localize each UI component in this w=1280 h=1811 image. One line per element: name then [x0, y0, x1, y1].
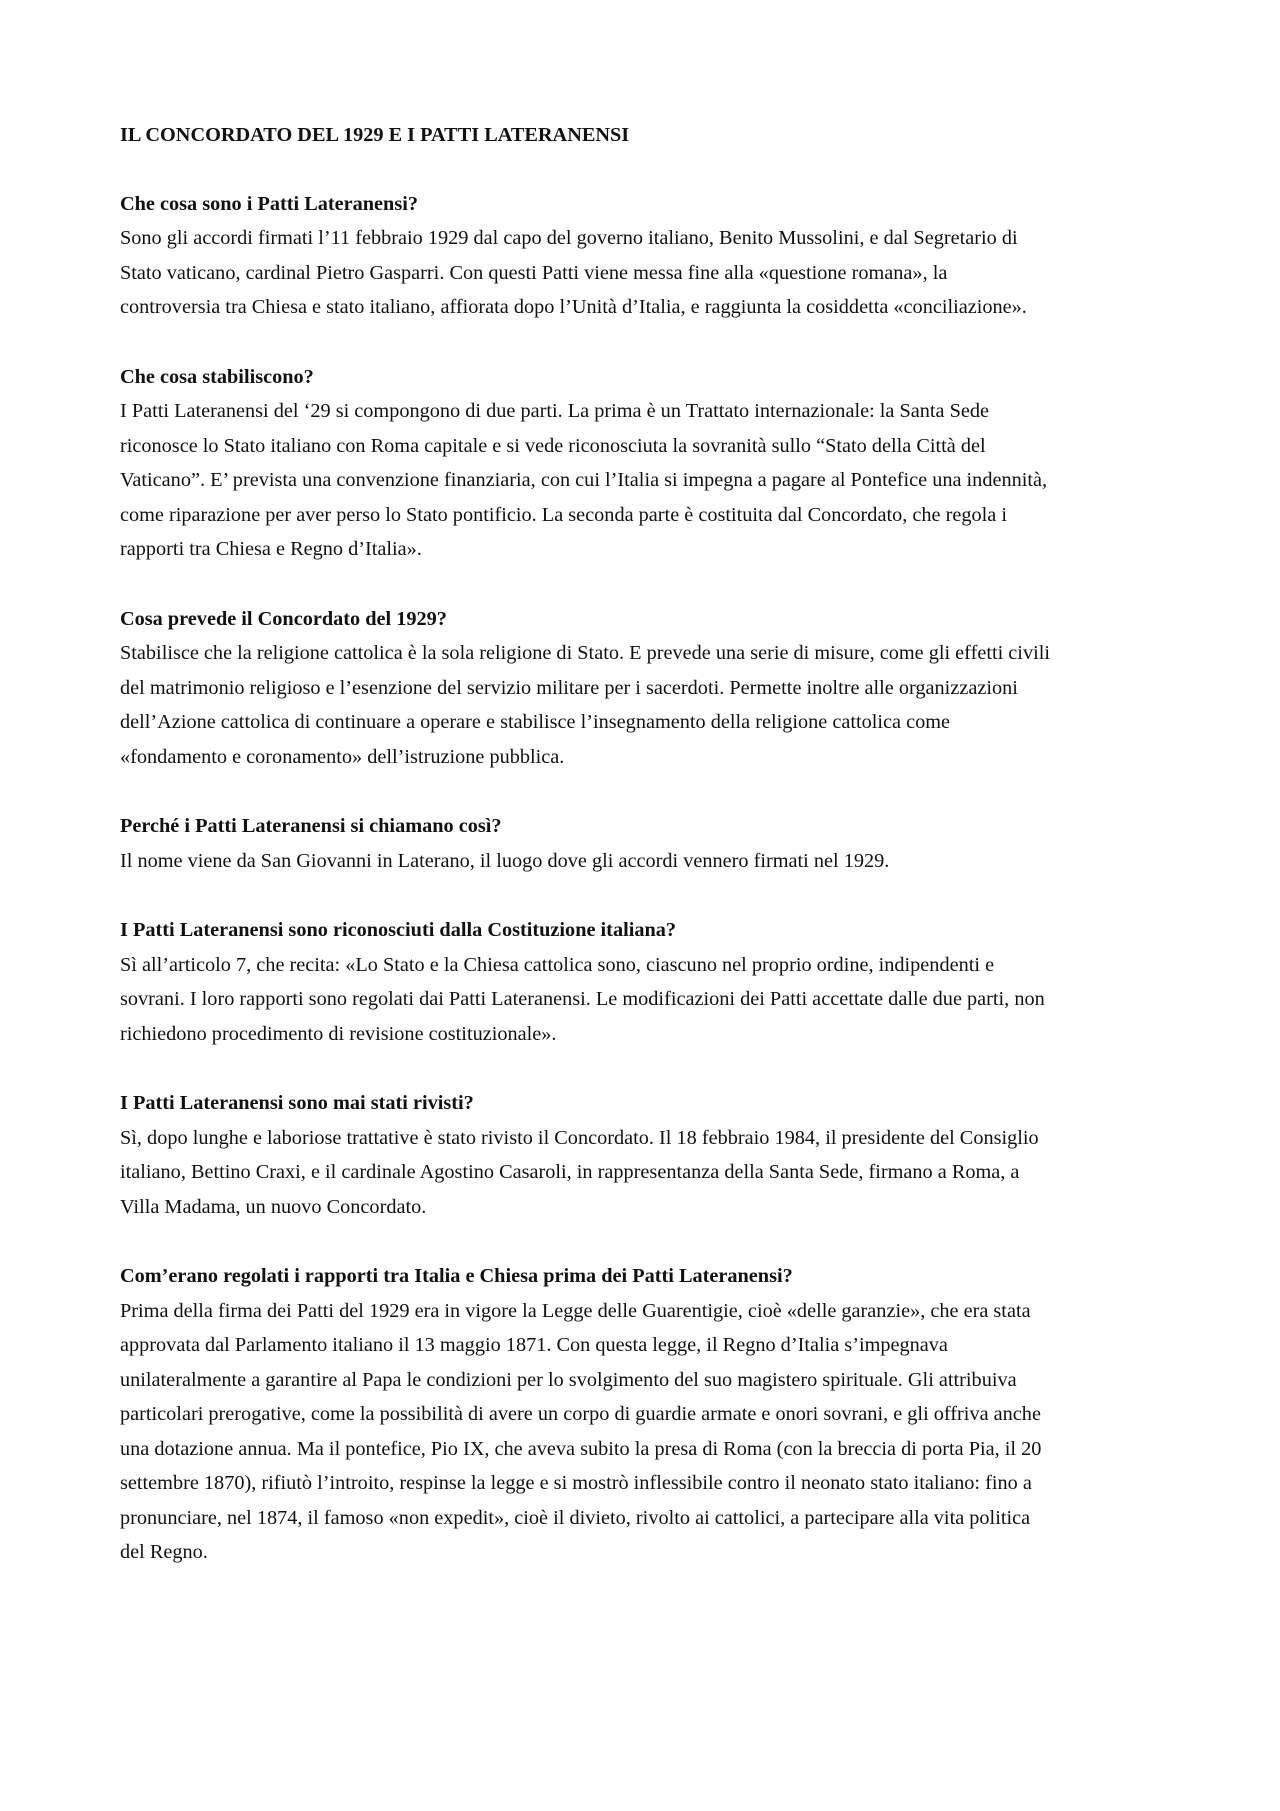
- section-answer: I Patti Lateranensi del ‘29 si compongono di due parti. La prima è un Trattato internazionale: la Santa Sede riconosce lo Stato italiano con Roma capitale e si vede riconosciuta la sovranità sullo “Stato della Città del Vaticano”. E’ prevista una convenzione finanziaria, con cui l’Italia si impegna a pagare al Pontefice una indennità, come riparazione per aver perso lo Stato pontificio. La seconda parte è costituita dal Concordato, che regola i rapporti tra Chiesa e Regno d’Italia».: [120, 400, 1048, 560]
- document-title: IL CONCORDATO DEL 1929 E I PATTI LATERANENSI: [120, 124, 630, 146]
- section-question: Che cosa sono i Patti Lateranensi?: [120, 192, 419, 215]
- section-what-they-establish: [120, 360, 1180, 567]
- section-question: Che cosa stabiliscono?: [120, 365, 314, 388]
- section-revision: [120, 1086, 1180, 1224]
- section-answer: Sì, dopo lunghe e laboriose trattative è stato rivisto il Concordato. Il 18 febbraio 1984, il presidente del Consiglio italiano, Bettino Craxi, e il cardinale Agostino Casaroli, in rappresentanza della Santa Sede, firmano a Roma, a Villa Madama, un nuovo Concordato.: [120, 1126, 1039, 1218]
- section-question: Perché i Patti Lateranensi si chiamano così?: [120, 815, 502, 837]
- section-answer: Stabilisce che la religione cattolica è la sola religione di Stato. E prevede una serie di misure, come gli effetti civili del matrimonio religioso e l’esenzione del servizio militare per i sacerdoti. Permette inoltre alle organizzazioni dell’Azione cattolica di continuare a operare e stabilisce l’insegnamento della religione cattolica come «fondamento e coronamento» dell’istruzione pubblica.: [120, 642, 1050, 768]
- section-before-patti: [120, 1259, 1180, 1570]
- document-body: [120, 118, 1180, 1605]
- section-concordato-1929: [120, 602, 1180, 775]
- section-what-are-patti: [120, 187, 1180, 325]
- section-answer: Prima della firma dei Patti del 1929 era in vigore la Legge delle Guarentigie, cioè «delle garanzie», che era stata approvata dal Parlamento italiano il 13 maggio 1871. Con questa legge, il Regno d’Italia s’impegnava unilateralmente a garantire al Papa le condizioni per lo svolgimento del suo magistero spirituale. Gli attribuiva particolari prerogative, come la possibilità di avere un corpo di guardie armate e onori sovrani, e gli offriva anche una dotazione annua. Ma il pontefice, Pio IX, che aveva subito la presa di Roma (con la breccia di porta Pia, il 20 settembre 1870), rifiutò l’introito, respinse la legge e si mostrò inflessibile contro il neonato stato italiano: fino a pronunciare, nel 1874, il famoso «non expedit», cioè il divieto, rivolto ai cattolici, a partecipare alla vita politica del Regno.: [120, 1299, 1042, 1563]
- section-question: Cosa prevede il Concordato del 1929?: [120, 607, 447, 630]
- section-answer: Il nome viene da San Giovanni in Laterano, il luogo dove gli accordi vennero firmati nel 1929.: [120, 849, 890, 872]
- section-answer: Sì all’articolo 7, che recita: «Lo Stato e la Chiesa cattolica sono, ciascuno nel proprio ordine, indipendenti e sovrani. I loro rapporti sono regolati dai Patti Lateranensi. Le modificazioni dei Patti accettate dalle due parti, non richiedono procedimento di revisione costituzionale».: [120, 953, 1045, 1045]
- section-question: I Patti Lateranensi sono riconosciuti dalla Costituzione italiana?: [120, 919, 677, 941]
- section-question: I Patti Lateranensi sono mai stati rivisti?: [120, 1092, 474, 1114]
- section-name-origin: [120, 809, 1180, 878]
- section-question: Com’erano regolati i rapporti tra Italia e Chiesa prima dei Patti Lateranensi?: [120, 1265, 793, 1287]
- section-constitution: [120, 913, 1180, 1051]
- section-answer: Sono gli accordi firmati l’11 febbraio 1929 dal capo del governo italiano, Benito Mussolini, e dal Segretario di Stato vaticano, cardinal Pietro Gasparri. Con questi Patti viene messa fine alla «questione romana», la controversia tra Chiesa e stato italiano, affiorata dopo l’Unità d’Italia, e raggiunta la cosiddetta «conciliazione».: [120, 227, 1027, 318]
